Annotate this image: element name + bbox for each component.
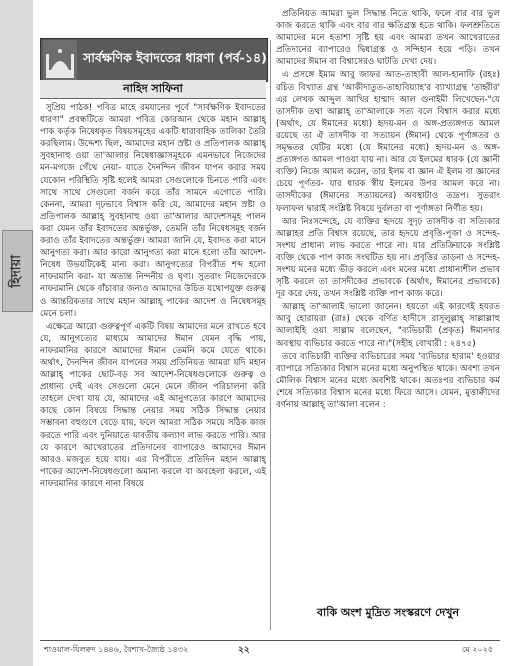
mosque-icon — [43, 40, 77, 80]
paragraph: আল্লাহ্ তা'আলাই ভালো জানেন। হয়তো এই কারণেই হযরত আবু হোরায়রা (রাঃ) থেকে বর্ণিত হাদীসে রাসূলুল্লাহ্ সাল্লাল্লাহু আলাইহি ওয়া সাল্লাম বলেছেন, "ব্যভিচারী (প্রকৃত) ঈমানদার অবস্থায় ব্যভিচার করতে পারে না।"(সহীহ বোখারী : ২৪৭৫) — [276, 302, 500, 349]
author-box — [40, 80, 266, 99]
author-name: নাহিদ সাফিনা — [123, 81, 183, 95]
paragraph: আর নিঃসন্দেহে, যে ব্যক্তির হৃদয়ে সুদৃঢ় তাসদীক বা সত্যিকার আল্লাহর প্রতি বিশ্বাস রয়েছে, তার হৃদয়ে প্রবৃত্তি-পূজা ও সন্দেহ-সংশয় প্রাধান্য লাভ করতে পারে না। যার প্রতিক্রিয়াকে সংশ্লিষ্ট ব্যক্তি থেকে পাপ কাজ সংঘটিত হয় না। প্রবৃত্তির তাড়না ও সন্দেহ-সংশয় মনের মধ্যে ভীড় করলে এবং মনের মধ্যে প্রাধান্যশীল প্রভাব সৃষ্টি করলে তা তাসদীকের প্রভাবকে (অর্থাৎ, ঈমানের প্রভাবকে) দূর করে দেয়, তখন সংশ্লিষ্ট ব্যক্তি পাপ কাজ করে। — [276, 216, 500, 300]
right-column — [276, 8, 500, 588]
footer-month: মে ২০২৫ — [462, 645, 494, 654]
paragraph: তবে ব্যভিচারী ব্যক্তির ব্যভিচারের সময় 'ব্যভিচার হারাম' হওয়ার ব্যাপারে সত্যিকার বিশ্বাস মনের মধ্যে অনুপস্থিত থাকে। অবশ্য তখন মৌলিক বিশ্বাস মনের মধ্যে অবশিষ্ট থাকে। অতঃপর ব্যভিচার কর্ম শেষে সত্যিকার বিশ্বাস মনের মধ্যে ফিরে আসে। যেমন, মুত্তাক্বীদের বর্ণনায় আল্লাহ্ তা'আলা বলেন : — [276, 351, 500, 410]
footer-divider — [40, 640, 500, 641]
paragraph: এক্ষেত্রে আরো গুরুত্বপূর্ণ একটি বিষয় আমাদের মনে রাখতে হবে যে, আনুগত্যের মাধ্যমে আমাদের ঈমান যেমন বৃদ্ধি পায়, নাফরমানির কারণে আমাদের ঈমান তেমনি কমে যেতে থাকে। অর্থাৎ, দৈনন্দিন জীবন যাপনের সময় প্রতিনিয়ত আমরা যদি মহান আল্লাহ্ পাকের ছোট-বড় সব আদেশ-নিষেধগুলোকে গুরুত্ব ও প্রাধান্য দেই এবং সেগুলো মেনে মেনে জীবন পরিচালনা করি তাহলে দেখা যায় যে, আমাদের এই আনুগত্যের কারণে আমাদের কাছে কোন বিষয়ে সিদ্ধান্ত নেয়ার সময় সঠিক সিদ্ধান্ত নেয়ার সম্ভাবনা বহুগুণে বেড়ে যায়, ফলে আমরা সঠিক সময়ে সঠিক কাজ করতে পারি এবং দুনিয়াতে যাবতীয় কল্যাণ লাভ করতে পারি। আর যে কারণে আখেরাতের প্রতিদানের ব্যাপারেও আমাদের ঈমান আরও মজবুত হয়ে যায়। এর বিপরীতে প্রতিদিন মহান আল্লাহ্ পাকের আদেশ-নিষেধগুলো অমান্য করলে বা অবহেলা করলে, এই নাফরমানির কারণে নানা বিষয়ে — [40, 321, 266, 489]
column-divider — [270, 40, 271, 630]
paragraph: এ প্রসঙ্গে ইমাম আবু জাফর আত-তাহাবী আল-হানাফি (রহঃ) রচিত বিখ্যাত গ্রন্থ 'আকীদাতুত-তাহাবিয়্যাহ'র ব্যাখ্যাগ্রন্থ 'তাহ্বীর' এর লেখক আব্দুল আখির হাম্মাদ আল গুনাইমী লিখেছেন-"যে তাসদীক তথা আল্লাহ্ তা'আলাকে সত্য বলে বিশ্বাস করার মধ্যে (অর্থাৎ, যে ঈমানের মধ্যে) হৃদয়-মন ও অঙ্গ-প্রত্যঙ্গগত আমল রয়েছে তা ঐ তাসদীক বা সত্যায়ন (ঈমান) থেকে পূর্ণাঙ্গতর ও সমৃদ্ধতর যেটির মধ্যে (যে ঈমানের মধ্যে) হৃদয়-মন ও অঙ্গ-প্রত্যঙ্গগত আমল পাওয়া যায় না। আর যে ইলমের ধারক (যে জ্ঞানী ব্যক্তি) নিজে আমল করেন, তার ইলম বা জ্ঞান ঐ ইলম বা জ্ঞানের চেয়ে পূর্ণতর- যার ধারক স্বীয় ইলমের উপর আমল করে না। তাসদীকের (ঈমানের সত্যায়নের) অবস্থাটাও তদ্রূপ। সুতরাং ফলাফল দ্বারাই সংশ্লিষ্ট বিষয়ে দুর্বলতা বা পূর্ণাঙ্গতা নির্ণীত হয়। — [276, 70, 500, 214]
magazine-logo-text: হিদায়া — [9, 254, 24, 288]
side-strip — [0, 0, 33, 666]
left-column — [40, 102, 266, 627]
paragraph: প্রতিনিয়ত আমরা ভুল সিদ্ধান্ত নিতে থাকি, ফলে বার বার ভুল কাজ করতে থাকি এবং বার বার ক্ষতিগ্রস্ত হতে থাকি। ফলশ্রুতিতে আমাদের মনে হতাশা সৃষ্টি হয় এবং আমরা তখন আখেরাতের প্রতিদানের ব্যাপারেও দ্বিধাগ্রস্ত ও সন্দিহান হয়ে পড়ি। তখন আমাদের ঈমান বা বিশ্বাসেরও ঘাটতি দেখা দেয়। — [276, 9, 500, 68]
article-title-banner — [40, 38, 268, 82]
magazine-logo — [2, 230, 33, 312]
footer-issue: শাওয়াল-যিলক্বদ ১৪৪৬, বৈশাখ-জ্যৈষ্ঠ ১৪৩২ — [44, 645, 189, 654]
article-title: সার্বক্ষণিক ইবাদতের ধারণা (পর্ব-১৪) — [83, 50, 267, 65]
page-number: ২২ — [238, 645, 250, 655]
paragraph: সুপ্রিয় পাঠক! পবিত্র মাহে রমযানের পূর্বে "সার্বক্ষণিক ইবাদতের ধারণা" প্রবন্ধটিতে আমরা পবিত্র কোরআন থেকে মহান আল্লাহ্ পাক কর্তৃক নিষেধকৃত বিষয়সমূহের একটি ধারাবাহিক তালিকা তৈরি করছিলাম। উদ্দেশ্য ছিল, আমাদের মহান স্রষ্টা ও প্রতিপালক আল্লাহ্ সুবহানাহু ওয়া তা'আলার নিষেধাজ্ঞাসমূহকে এমনভাবে নিজেদের মন-মগজে গেঁথে নেয়া- যাতে দৈনন্দিন জীবন যাপন করার সময় যেকোন পরিস্থিতি সৃষ্টি হলেই আমরা সেগুলোকে চিনতে পারি এবং সাথে সাথে সেগুলো বর্জন করে তাঁর সামনে এগোতে পারি। কেননা, আমরা দৃঢ়ভাবে বিশ্বাস করি যে, আমাদের মহান স্রষ্টা ও প্রতিপালক আল্লাহ্ সুবহানাহু ওয়া তা'আলার আদেশসমূহ পালন করা যেমন তাঁর ইবাদতের অন্তর্ভুক্ত, তেমনি তাঁর নিষেধসমূহ বর্জন করাও তাঁর ইবাদতের অন্তর্ভুক্ত। আমরা জানি যে, ইবাদত করা মানে আনুগত্য করা। আর কারো আনুগত্য করা মানে হলো তাঁর আদেশ-নিষেধ উভয়টিকেই মান্য করা। আনুগত্যের বিপরীত শব্দ হলো নাফরমানি করা- যা অত্যন্ত নিন্দনীয় ও ঘৃণ্য। সুতরাং নিজেদেরকে নাফরমানি থেকে বাঁচাবার জন্যও আমাদের উচিত যথোপযুক্ত গুরুত্ব ও আন্তরিকতার সাথে মহান আল্লাহ্ পাকের আদেশ ও নিষেধসমূহ মেনে চলা। — [40, 103, 266, 319]
continued-note: বাকি অংশ মুদ্রিত সংস্করণে দেখুন — [316, 606, 460, 619]
